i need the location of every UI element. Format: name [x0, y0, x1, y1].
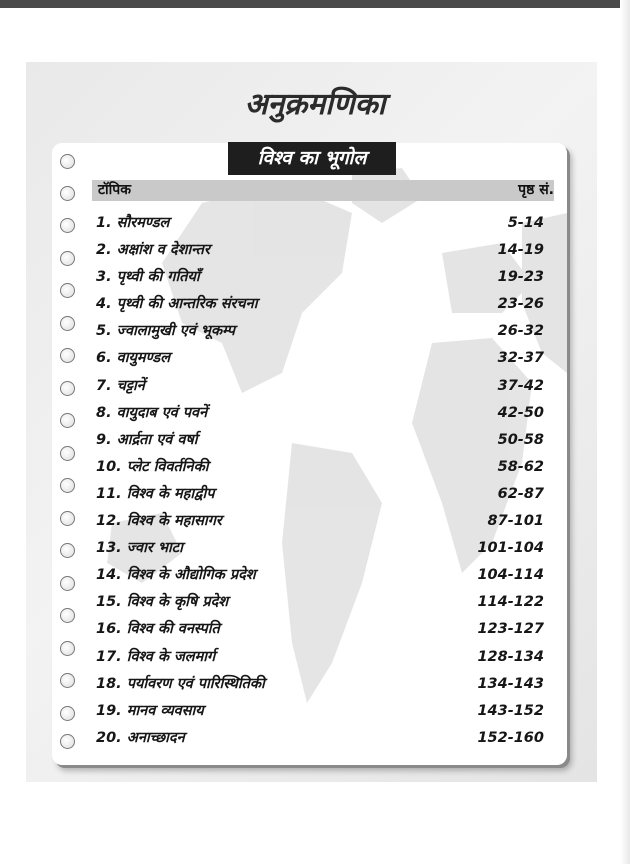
index-row	[96, 319, 544, 346]
index-list	[96, 211, 544, 753]
index-row	[96, 238, 544, 265]
binder-ring-icon	[60, 641, 75, 656]
binder-rings	[60, 150, 84, 750]
index-row	[96, 509, 544, 536]
index-topic: 16. विश्व की वनस्पति	[96, 621, 220, 638]
binder-ring-icon	[60, 706, 75, 721]
index-pages: 104-114	[477, 567, 544, 584]
index-topic: 3. पृथ्वी की गतियाँ	[96, 269, 200, 286]
index-row	[96, 482, 544, 509]
index-topic: 14. विश्व के औद्योगिक प्रदेश	[96, 567, 256, 584]
index-pages: 37-42	[497, 377, 544, 394]
index-pages: 19-23	[497, 269, 544, 286]
binder-ring-icon	[60, 413, 75, 428]
index-pages: 123-127	[477, 621, 544, 638]
index-row	[96, 346, 544, 373]
index-topic: 13. ज्वार भाटा	[96, 540, 183, 557]
index-pages: 42-50	[497, 404, 544, 421]
index-pages: 143-152	[477, 702, 544, 719]
index-topic: 11. विश्व के महाद्वीप	[96, 485, 215, 502]
index-topic: 9. आर्द्रता एवं वर्षा	[96, 431, 198, 448]
index-row	[96, 563, 544, 590]
index-row	[96, 672, 544, 699]
binder-ring-icon	[60, 186, 75, 201]
index-pages: 101-104	[477, 540, 544, 557]
index-topic: 1. सौरमण्डल	[96, 215, 170, 231]
index-row	[96, 455, 544, 482]
index-topic: 8. वायुदाब एवं पवनें	[96, 404, 208, 421]
index-topic: 18. पर्यावरण एवं पारिस्थितिकी	[96, 675, 265, 692]
index-topic: 5. ज्वालामुखी एवं भूकम्प	[96, 323, 235, 340]
binder-ring-icon	[60, 348, 75, 363]
index-topic: 2. अक्षांश व देशान्तर	[96, 242, 210, 259]
binder-ring-icon	[60, 381, 75, 396]
column-header-page: पृष्ठ सं.	[518, 182, 554, 198]
index-topic: 10. प्लेट विवर्तनिकी	[96, 458, 209, 475]
index-pages: 134-143	[477, 675, 544, 692]
binder-ring-icon	[60, 673, 75, 688]
index-row	[96, 726, 544, 753]
index-topic: 15. विश्व के कृषि प्रदेश	[96, 594, 229, 611]
viewer-right-edge	[620, 0, 630, 864]
index-topic: 19. मानव व्यवसाय	[96, 702, 204, 719]
binder-ring-icon	[60, 608, 75, 623]
page-heading: अनुक्रमणिका	[244, 87, 386, 122]
index-pages: 26-32	[497, 323, 544, 340]
index-topic: 6. वायुमण्डल	[96, 350, 171, 367]
index-pages: 62-87	[497, 485, 544, 502]
binder-ring-icon	[60, 218, 75, 233]
binder-ring-icon	[60, 543, 75, 558]
index-pages: 50-58	[497, 431, 544, 448]
index-row	[96, 699, 544, 726]
index-topic: 7. चट्टानें	[96, 377, 145, 394]
binder-ring-icon	[60, 154, 75, 169]
binder-ring-icon	[60, 576, 75, 591]
index-row	[96, 645, 544, 672]
binder-ring-icon	[60, 734, 75, 749]
binder-ring-icon	[60, 478, 75, 493]
index-row	[96, 617, 544, 644]
index-topic: 4. पृथ्वी की आन्तरिक संरचना	[96, 296, 258, 313]
index-topic: 20. अनाच्छादन	[96, 729, 185, 746]
index-row	[96, 265, 544, 292]
index-pages: 32-37	[497, 350, 544, 367]
binder-ring-icon	[60, 251, 75, 266]
index-row	[96, 211, 544, 238]
index-pages: 23-26	[497, 296, 544, 313]
index-pages: 128-134	[477, 648, 544, 665]
viewer-top-bar	[0, 0, 630, 8]
index-pages: 5-14	[507, 215, 544, 231]
index-row	[96, 590, 544, 617]
section-title: विश्व का भूगोल	[228, 142, 396, 175]
index-pages: 114-122	[477, 594, 544, 611]
binder-ring-icon	[60, 316, 75, 331]
index-row	[96, 428, 544, 455]
column-header-bar	[92, 180, 554, 201]
index-pages: 152-160	[477, 729, 544, 746]
binder-ring-icon	[60, 283, 75, 298]
index-topic: 17. विश्व के जलमार्ग	[96, 648, 216, 665]
binder-ring-icon	[60, 446, 75, 461]
index-row	[96, 374, 544, 401]
column-header-topic: टॉपिक	[98, 182, 132, 198]
index-pages: 14-19	[497, 242, 544, 259]
index-pages: 58-62	[497, 458, 544, 475]
index-row	[96, 536, 544, 563]
index-row	[96, 292, 544, 319]
index-pages: 87-101	[487, 513, 544, 530]
index-topic: 12. विश्व के महासागर	[96, 513, 222, 530]
binder-ring-icon	[60, 511, 75, 526]
index-row	[96, 401, 544, 428]
